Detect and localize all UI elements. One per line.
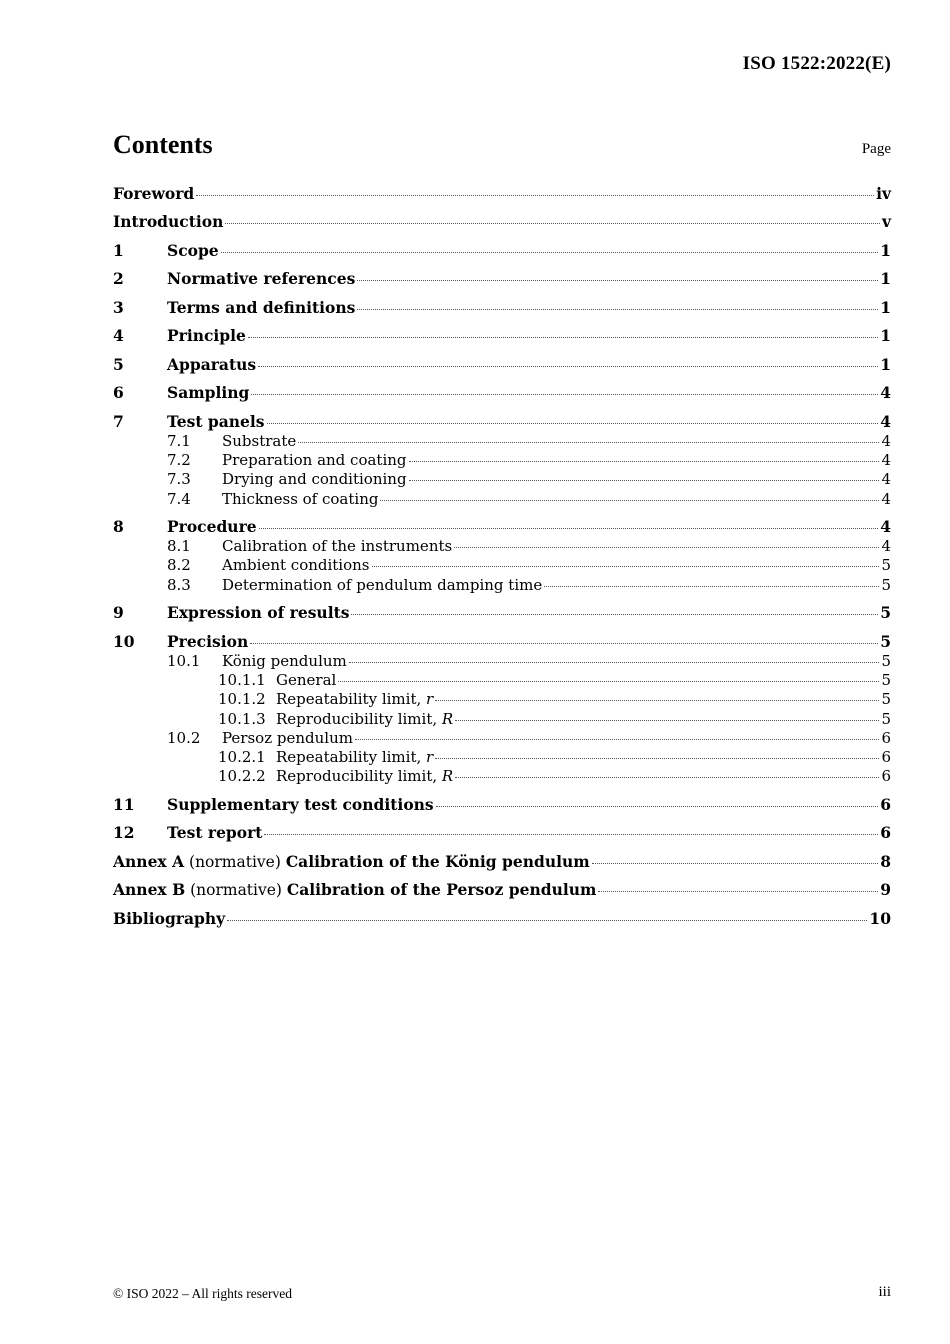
toc-entry[interactable] — [113, 689, 891, 709]
toc-entry-symbol: R — [441, 767, 454, 785]
toc-entry-title-text: Substrate — [222, 432, 297, 450]
toc-entry-title-text: Foreword — [113, 184, 195, 203]
toc-entry[interactable] — [113, 852, 891, 872]
toc-entry-title-text: Normative references — [167, 269, 356, 288]
toc-entry-title-text: Annex A — [113, 852, 185, 871]
dot-leader — [196, 195, 874, 196]
toc-entry-number: 10.2.2 — [218, 767, 266, 785]
toc-entry-title — [222, 489, 378, 509]
toc-entry-title — [276, 709, 453, 729]
toc-entry-title — [167, 355, 256, 375]
toc-entry-title-text: Persoz pendulum — [222, 729, 353, 747]
toc-entry-title — [113, 909, 225, 929]
toc-entry[interactable] — [113, 823, 891, 843]
toc-entry-title — [167, 795, 434, 815]
toc-entry-symbol: r — [426, 690, 434, 708]
toc-entry-title — [276, 670, 336, 690]
toc-entry-number: 7.1 — [167, 432, 191, 450]
toc-entry-title — [276, 747, 433, 767]
toc-entry[interactable] — [113, 651, 891, 671]
toc-entry-title-text: General — [276, 671, 337, 689]
toc-annex-type: (normative) — [184, 853, 286, 871]
toc-entry-title — [222, 575, 542, 595]
toc-entry-title-text: Supplementary test conditions — [167, 795, 434, 814]
toc-entry-page: 4 — [881, 470, 891, 488]
dot-leader — [225, 223, 880, 224]
toc-entry-page: 4 — [880, 383, 891, 402]
toc-entry-page: iv — [876, 184, 891, 203]
toc-entry-number: 8.2 — [167, 556, 191, 574]
dot-leader — [409, 480, 880, 481]
toc-entry[interactable] — [113, 603, 891, 623]
toc-entry-title — [113, 880, 596, 900]
toc-entry-title — [222, 431, 296, 451]
dot-leader — [251, 394, 878, 395]
toc-entry-title — [222, 536, 452, 556]
toc-entry-number: 12 — [113, 823, 135, 842]
dot-leader — [250, 643, 878, 644]
toc-entry[interactable] — [113, 795, 891, 815]
document-id: ISO 1522:2022(E) — [742, 53, 891, 74]
toc-entry-title-text: Precision — [167, 632, 249, 651]
toc-entry[interactable] — [113, 450, 891, 470]
toc-entry-title-text: Thickness of coating — [222, 490, 379, 508]
toc-entry-number: 10.1.3 — [218, 710, 266, 728]
dot-leader — [264, 834, 878, 835]
page-column-label: Page — [861, 141, 891, 157]
toc-entry-title-text: Reproducibility limit, — [276, 710, 442, 728]
toc-entry-title-text: Repeatability limit, — [276, 748, 427, 766]
toc-entry[interactable] — [113, 670, 891, 690]
copyright-notice: © ISO 2022 – All rights reserved — [113, 1286, 292, 1301]
toc-entry[interactable] — [113, 298, 891, 318]
toc-entry-number: 2 — [113, 269, 124, 288]
dot-leader — [380, 500, 879, 501]
toc-entry-page: 5 — [880, 632, 891, 651]
toc-entry-title — [167, 412, 265, 432]
dot-leader — [455, 720, 879, 721]
toc-entry[interactable] — [113, 747, 891, 767]
toc-entry-page: 6 — [881, 767, 891, 785]
dot-leader — [357, 280, 878, 281]
toc-entry[interactable] — [113, 632, 891, 652]
toc-entry-page: 5 — [880, 603, 891, 622]
dot-leader — [227, 920, 867, 921]
dot-leader — [454, 547, 879, 548]
toc-entry-page: 1 — [880, 298, 891, 317]
toc-entry[interactable] — [113, 241, 891, 261]
toc-entry-page: 1 — [880, 241, 891, 260]
toc-entry-title — [113, 852, 590, 872]
toc-entry[interactable] — [113, 728, 891, 748]
toc-entry-title-text: Expression of results — [167, 603, 350, 622]
toc-entry[interactable] — [113, 431, 891, 451]
toc-entry[interactable] — [113, 383, 891, 403]
dot-leader — [267, 423, 879, 424]
toc-entry[interactable] — [113, 555, 891, 575]
page-number: iii — [878, 1284, 891, 1300]
toc-entry-title — [167, 326, 246, 346]
toc-entry-number: 7.3 — [167, 470, 191, 488]
toc-entry-number: 10 — [113, 632, 135, 651]
toc-entry-number: 10.2.1 — [218, 748, 266, 766]
toc-entry[interactable] — [113, 326, 891, 346]
toc-entry-title-text: Preparation and coating — [222, 451, 407, 469]
toc-entry-page: 5 — [881, 556, 891, 574]
toc-entry-number: 7 — [113, 412, 124, 431]
toc-entry-number: 7.4 — [167, 490, 191, 508]
toc-entry-title-text: Sampling — [167, 383, 250, 402]
toc-entry-title-text: Determination of pendulum damping time — [222, 576, 543, 594]
toc-entry-number: 4 — [113, 326, 124, 345]
dot-leader — [221, 252, 879, 253]
toc-entry-number: 5 — [113, 355, 124, 374]
toc-entry-title-text: Calibration of the instruments — [222, 537, 453, 555]
toc-entry-page: 9 — [880, 880, 891, 899]
toc-entry-page: 4 — [880, 517, 891, 536]
toc-entry-number: 10.1 — [167, 652, 201, 670]
dot-leader — [372, 566, 880, 567]
toc-entry-title — [222, 450, 407, 470]
toc-entry-number: 10.1.2 — [218, 690, 266, 708]
toc-entry[interactable] — [113, 909, 891, 929]
toc-entry-page: 6 — [881, 729, 891, 747]
toc-entry-page: 6 — [880, 795, 891, 814]
toc-entry-title-text: Terms and definitions — [167, 298, 356, 317]
toc-annex-type: (normative) — [185, 881, 287, 899]
toc-entry[interactable] — [113, 536, 891, 556]
toc-entry-title — [167, 383, 249, 403]
toc-entry-title — [276, 766, 453, 786]
toc-entry-symbol: R — [441, 710, 454, 728]
toc-entry-number: 9 — [113, 603, 124, 622]
toc-entry[interactable] — [113, 184, 891, 204]
dot-leader — [544, 586, 879, 587]
toc-entry-title — [167, 241, 219, 261]
toc-entry-title-text: Procedure — [167, 517, 257, 536]
toc-entry-page: 5 — [881, 690, 891, 708]
toc-entry[interactable] — [113, 766, 891, 786]
toc-entry-page: 4 — [880, 412, 891, 431]
dot-leader — [455, 777, 879, 778]
toc-entry-title — [167, 517, 257, 537]
toc-entry-page: 10 — [869, 909, 891, 928]
toc-entry-number: 3 — [113, 298, 124, 317]
toc-entry-title — [113, 212, 223, 232]
toc-entry-number: 11 — [113, 795, 135, 814]
toc-entry-number: 6 — [113, 383, 124, 402]
toc-entry-title-text: König pendulum — [222, 652, 347, 670]
toc-entry-number: 8.1 — [167, 537, 191, 555]
dot-leader — [338, 681, 879, 682]
toc-entry-title — [167, 298, 355, 318]
toc-entry-number: 8.3 — [167, 576, 191, 594]
toc-entry-title-text: Repeatability limit, — [276, 690, 427, 708]
dot-leader — [435, 700, 879, 701]
toc-entry-page: 5 — [881, 671, 891, 689]
toc-entry-page: 4 — [881, 432, 891, 450]
toc-entry-page: 6 — [880, 823, 891, 842]
toc-entry-number: 10.2 — [167, 729, 201, 747]
dot-leader — [592, 863, 879, 864]
toc-entry[interactable] — [113, 269, 891, 289]
dot-leader — [258, 366, 878, 367]
toc-entry-title-text: Principle — [167, 326, 246, 345]
toc-entry-title — [222, 555, 370, 575]
toc-entry-page: v — [881, 212, 891, 231]
toc-entry-title-text: Scope — [167, 241, 219, 260]
toc-entry-title-text: Test panels — [167, 412, 265, 431]
toc-entry-title-text: Reproducibility limit, — [276, 767, 442, 785]
toc-entry[interactable] — [113, 355, 891, 375]
toc-entry-page: 5 — [881, 576, 891, 594]
toc-entry-number: 8 — [113, 517, 124, 536]
toc-entry[interactable] — [113, 575, 891, 595]
toc-entry-title — [222, 651, 347, 671]
toc-entry-page: 1 — [880, 269, 891, 288]
dot-leader — [298, 442, 879, 443]
dot-leader — [259, 528, 879, 529]
toc-entry[interactable] — [113, 517, 891, 537]
toc-entry-page: 5 — [881, 710, 891, 728]
dot-leader — [351, 614, 878, 615]
toc-entry-title-text: Bibliography — [113, 909, 226, 928]
toc-entry-page: 4 — [881, 490, 891, 508]
toc-entry-title-text: Introduction — [113, 212, 224, 231]
toc-entry-number: 7.2 — [167, 451, 191, 469]
dot-leader — [355, 739, 880, 740]
toc-entry-page: 6 — [881, 748, 891, 766]
toc-annex-title: Calibration of the König pendulum — [285, 852, 590, 871]
toc-entry-title — [167, 632, 248, 652]
toc-entry-title-text: Drying and conditioning — [222, 470, 407, 488]
dot-leader — [357, 309, 878, 310]
toc-entry[interactable] — [113, 212, 891, 232]
dot-leader — [409, 461, 880, 462]
toc-entry-page: 4 — [881, 451, 891, 469]
toc-entry-page: 5 — [881, 652, 891, 670]
dot-leader — [349, 662, 880, 663]
toc-entry-page: 1 — [880, 326, 891, 345]
toc-entry[interactable] — [113, 489, 891, 509]
toc-entry-title — [167, 823, 262, 843]
toc-entry-number: 10.1.1 — [218, 671, 266, 689]
toc-entry-title-text: Test report — [167, 823, 263, 842]
toc-entry[interactable] — [113, 412, 891, 432]
toc-entry-title-text: Ambient conditions — [222, 556, 370, 574]
toc-entry-title — [113, 184, 194, 204]
toc-entry-title-text: Annex B — [113, 880, 186, 899]
dot-leader — [598, 891, 878, 892]
dot-leader — [248, 337, 878, 338]
toc-entry-title — [167, 603, 349, 623]
dot-leader — [435, 758, 879, 759]
toc-entry[interactable] — [113, 880, 891, 900]
toc-entry-page: 1 — [880, 355, 891, 374]
toc-entry-title — [167, 269, 355, 289]
toc-entry[interactable] — [113, 469, 891, 489]
toc-entry-page: 4 — [881, 537, 891, 555]
toc-entry-title — [222, 728, 353, 748]
toc-entry-title — [276, 689, 433, 709]
contents-heading: Contents — [113, 130, 213, 159]
dot-leader — [436, 806, 879, 807]
toc-entry-number: 1 — [113, 241, 124, 260]
toc-annex-title: Calibration of the Persoz pendulum — [286, 880, 597, 899]
toc-entry-title-text: Apparatus — [167, 355, 257, 374]
toc-entry-symbol: r — [426, 748, 434, 766]
toc-entry-title — [222, 469, 407, 489]
toc-entry-page: 8 — [880, 852, 891, 871]
toc-entry[interactable] — [113, 709, 891, 729]
